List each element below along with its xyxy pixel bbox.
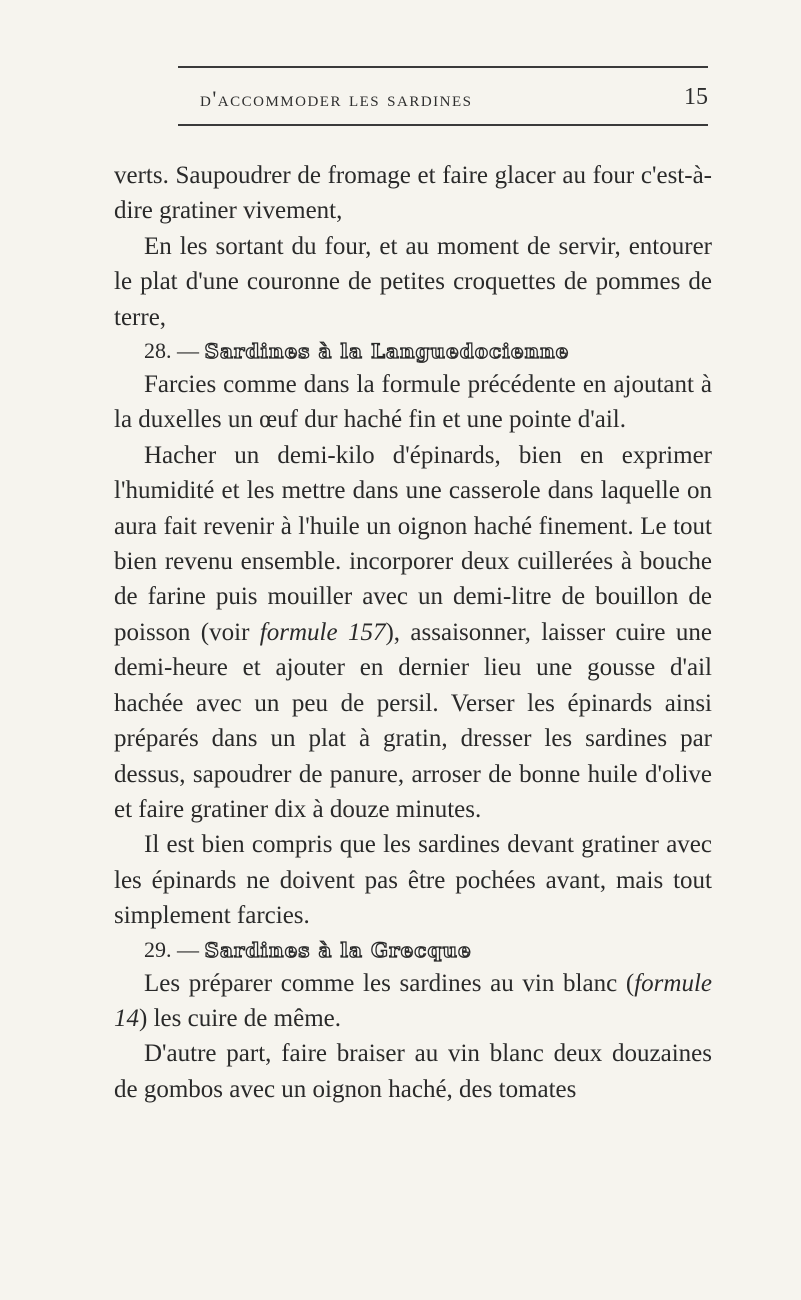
paragraph-spinach bbox=[114, 438, 712, 827]
recipe-title: Sardines à la Languedocienne bbox=[204, 339, 570, 364]
text-segment: Les préparer comme les sardines au vin blanc ( bbox=[144, 969, 635, 997]
paragraph-note: Il est bien compris que les sardines devant gratiner avec les épinards ne doivent pas être pochées avant, mais tout simplement farcies. bbox=[114, 831, 712, 930]
text-segment: Hacher un demi-kilo d'épinards, bien en exprimer l'humidité et les mettre dans une casserole dans laquelle on aura fait revenir à l'huile un oignon haché finement. Le tout bien revenu ensemble. incorporer deux cuillerées à bouche de farine puis mouiller avec un demi-litre de bouillon de poisson (voir bbox=[114, 441, 712, 646]
paragraph-stuffing: Farcies comme dans la formule précédente en ajoutant à la duxelles un œuf dur haché fin et une pointe d'ail. bbox=[114, 371, 712, 434]
text-segment: ), assaisonner, laisser cuire une demi-heure et ajouter en dernier lieu une gousse d'ail hachée avec un peu de persil. Verser les épinards ainsi préparés dans un plat à gratin, dresser les sardines par dessus, sapoudrer de panure, arroser de bonne huile d'olive et faire gratiner dix à douze minutes. bbox=[114, 618, 713, 823]
formula-reference: formule 157 bbox=[259, 618, 386, 646]
formula-reference: formule 14 bbox=[114, 969, 712, 1032]
recipe-title: Sardines à la Grecque bbox=[204, 937, 472, 962]
recipe-number: 29. — bbox=[144, 936, 199, 962]
page-number: 15 bbox=[684, 84, 708, 110]
text-segment: ) les cuire de même. bbox=[139, 1004, 341, 1032]
recipe-number: 28. — bbox=[144, 338, 199, 364]
body-text bbox=[114, 158, 712, 1107]
paragraph-serving: En les sortant du four, et au moment de servir, entourer le plat d'une couronne de petites croquettes de pommes de terre, bbox=[114, 232, 712, 331]
paragraph-preparation bbox=[114, 966, 712, 1037]
header-rule-top bbox=[178, 66, 708, 68]
header-rule-bottom bbox=[178, 124, 708, 126]
recipe-heading-28 bbox=[114, 335, 712, 367]
running-head: d'accommoder les sardines bbox=[200, 86, 473, 111]
recipe-heading-29 bbox=[114, 934, 712, 966]
paragraph-continuation: verts. Saupoudrer de fromage et faire glacer au four c'est-à-dire gratiner vivement, bbox=[114, 162, 712, 225]
paragraph-gombos: D'autre part, faire braiser au vin blanc deux douzaines de gombos avec un oignon haché, des tomates bbox=[114, 1040, 712, 1103]
